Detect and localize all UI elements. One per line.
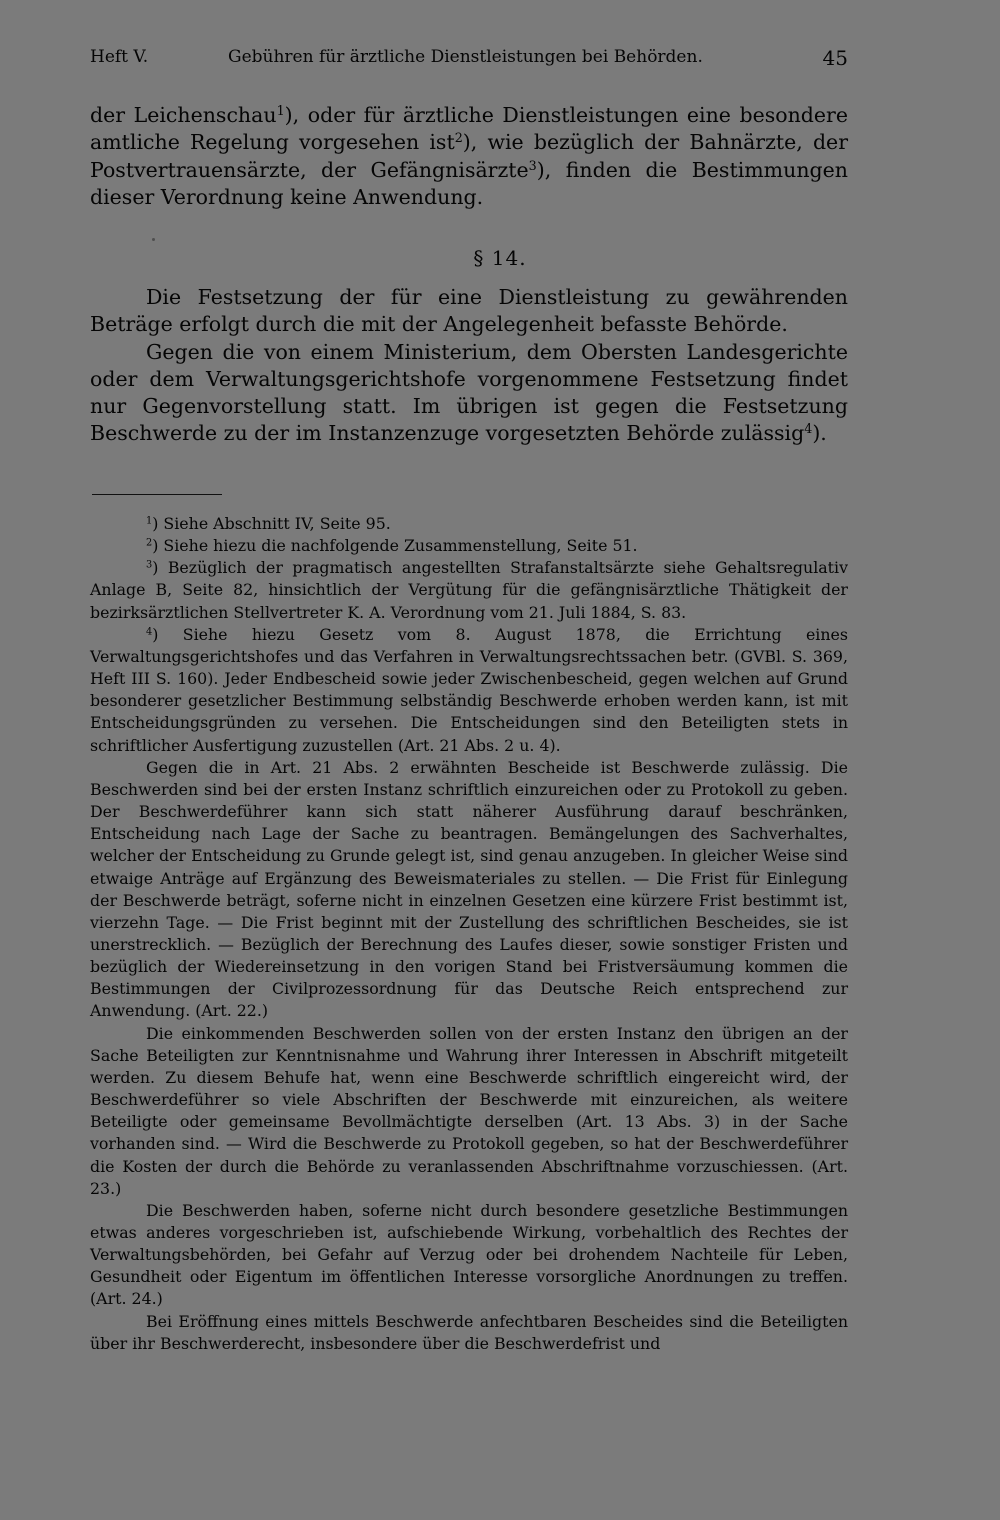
section-heading: § 14. xyxy=(473,246,527,270)
intro-text-1: der Leichenschau xyxy=(90,103,277,127)
footnote-mark: 1 xyxy=(146,515,153,527)
page-number: 45 xyxy=(822,46,848,70)
footnote-text: ) Siehe hiezu die nachfolgende Zusammenstellung, Seite 51. xyxy=(152,536,638,556)
footnote-paragraph: Die einkommenden Beschwerden sollen von der ersten Instanz den übrigen an der Sache Beteiligten zur Kenntnisnahme und Wahrung ihrer Interessen in Abschrift mitgeteilt werden. Zu diesem Behufe hat, wenn eine Beschwerde schriftlich eingereicht wird, der Beschwerdeführer so viele Abschriften der Beschwerde mit einzureichen, als weitere Beteiligte oder gemeinsame Bevollmächtigte derselben (Art. 13 Abs. 3) in der Sache vorhanden sind. — Wird die Beschwerde zu Protokoll gegeben, so hat der Beschwerdeführer die Kosten der durch die Behörde zu veranlassenden Abschriftnahme vorzuschiessen. (Art. 23.) xyxy=(90,1023,848,1198)
footnote-text: ) Siehe Abschnitt IV, Seite 95. xyxy=(152,514,391,533)
footnote-divider xyxy=(92,494,222,495)
footnote-paragraph: Die Beschwerden haben, soferne nicht durch besondere gesetzliche Bestimmungen etwas anderes vorgeschrieben ist, aufschiebende Wirkung, vorbehaltlich des Rechtes der Verwaltungsbehörden, bei Gefahr auf Verzug oder bei drohendem Nachteile für Leben, Gesundheit oder Eigentum im öffentlichen Interesse vorsorgliche Anordnungen zu treffen. (Art. 24.) xyxy=(90,1200,848,1309)
footnote-ref-2[interactable]: 2 xyxy=(454,130,463,146)
footnote-paragraph: Bei Eröffnung eines mittels Beschwerde anfechtbaren Bescheides sind die Beteiligten über ihr Beschwerderecht, insbesondere über die Beschwerdefrist und xyxy=(90,1311,848,1353)
issue-label: Heft V. xyxy=(90,47,149,67)
footnote-paragraph: Gegen die in Art. 21 Abs. 2 erwähnten Bescheide ist Beschwerde zulässig. Die Beschwerden sind bei der ersten Instanz schriftlich einzureichen oder zu Protokoll zu geben. Der Beschwerdeführer kann sich statt näherer Ausführung darauf beschränken, Entscheidung nach Lage der Sache zu beantragen. Bemängelungen des Sachverhaltes, welcher der Entscheidung zu Grunde gelegt ist, sind genau anzugeben. In gleicher Weise sind etwaige Anträge auf Ergänzung des Beweismateriales zu stellen. — Die Frist für Einlegung der Beschwerde beträgt, soferne nicht in einzelnen Gesetzen eine kürzere Frist bestimmt ist, vierzehn Tage. — Die Frist beginnt mit der Zustellung des schriftlichen Bescheides, sie ist unerstrecklich. — Bezüglich der Berechnung des Laufes dieser, sowie sonstiger Fristen und bezüglich der Wiedereinsetzung in den vorigen Stand bei Fristversäumung kommen die Bestimmungen der Civilprozessordnung für das Deutsche Reich entsprechend zur Anwendung. (Art. 22.) xyxy=(90,757,848,1021)
section-text-2: ). xyxy=(812,421,827,446)
section-body xyxy=(90,284,848,448)
footnote-mark: 2 xyxy=(146,537,153,549)
footnote-mark: 4 xyxy=(146,626,153,638)
running-header xyxy=(90,47,850,77)
section-paragraph-2 xyxy=(90,339,848,448)
footnote-ref-1[interactable]: 1 xyxy=(276,103,285,119)
section-paragraph-1: Die Festsetzung der für eine Dienstleistung zu gewährenden Beträge erfolgt durch die mit der Angelegenheit befasste Behörde. xyxy=(90,285,848,337)
print-speck xyxy=(152,238,155,241)
footnote-2 xyxy=(90,535,848,557)
intro-text-3: ), wie bezüglich der Bahnärzte, der Postvertrauensärzte, der Gefängnisärzte xyxy=(90,130,848,182)
footnote-ref-3[interactable]: 3 xyxy=(528,157,537,173)
intro-text-4: ), finden die Bestimmungen dieser Verordnung keine Anwendung. xyxy=(90,157,848,209)
footnote-1 xyxy=(90,513,848,535)
footnote-3 xyxy=(90,557,848,623)
running-title: Gebühren für ärztliche Dienstleistungen bei Behörden. xyxy=(228,47,703,67)
footnote-mark: 3 xyxy=(146,559,153,571)
intro-text-2: ), oder für ärztliche Dienstleistungen eine besondere amtliche Regelung vorgesehen ist xyxy=(90,103,848,155)
footnotes xyxy=(90,513,848,1355)
footnote-text: ) Siehe hiezu Gesetz vom 8. August 1878, die Errichtung eines Verwaltungsgerichtshofes und das Verfahren in Verwaltungsrechtssachen betr. (GVBl. S. 369, Heft III S. 160). Jeder Endbescheid sowie jeder Zwischenbescheid, gegen welchen auf Grund besonderer gesetzlicher Bestimmung selbständig Beschwerde erhoben werden kann, ist mit Entscheidungsgründen zu versehen. Die Entscheidungen sind den Beteiligten stets in schriftlicher Ausfertigung zuzustellen (Art. 21 Abs. 2 u. 4). xyxy=(90,624,848,755)
intro-paragraph xyxy=(90,102,848,211)
section-text-1: Gegen die von einem Ministerium, dem Obersten Landesgerichte oder dem Verwaltungsgerichtshofe vorgenommene Festsetzung findet nur Gegenvorstellung statt. Im übrigen ist gegen die Festsetzung Beschwerde zu der im Instanzenzuge vorgesetzten Behörde zulässig xyxy=(90,339,848,446)
footnote-ref-4[interactable]: 4 xyxy=(804,421,813,437)
footnote-4 xyxy=(90,624,848,757)
footnote-text: ) Bezüglich der pragmatisch angestellten Strafanstaltsärzte siehe Gehaltsregulativ Anlage B, Seite 82, hinsichtlich der Vergütung für die gefängnisärztliche Thätigkeit der bezirksärztlichen Stellvertreter K. A. Verordnung vom 21. Juli 1884, S. 83. xyxy=(90,558,848,622)
